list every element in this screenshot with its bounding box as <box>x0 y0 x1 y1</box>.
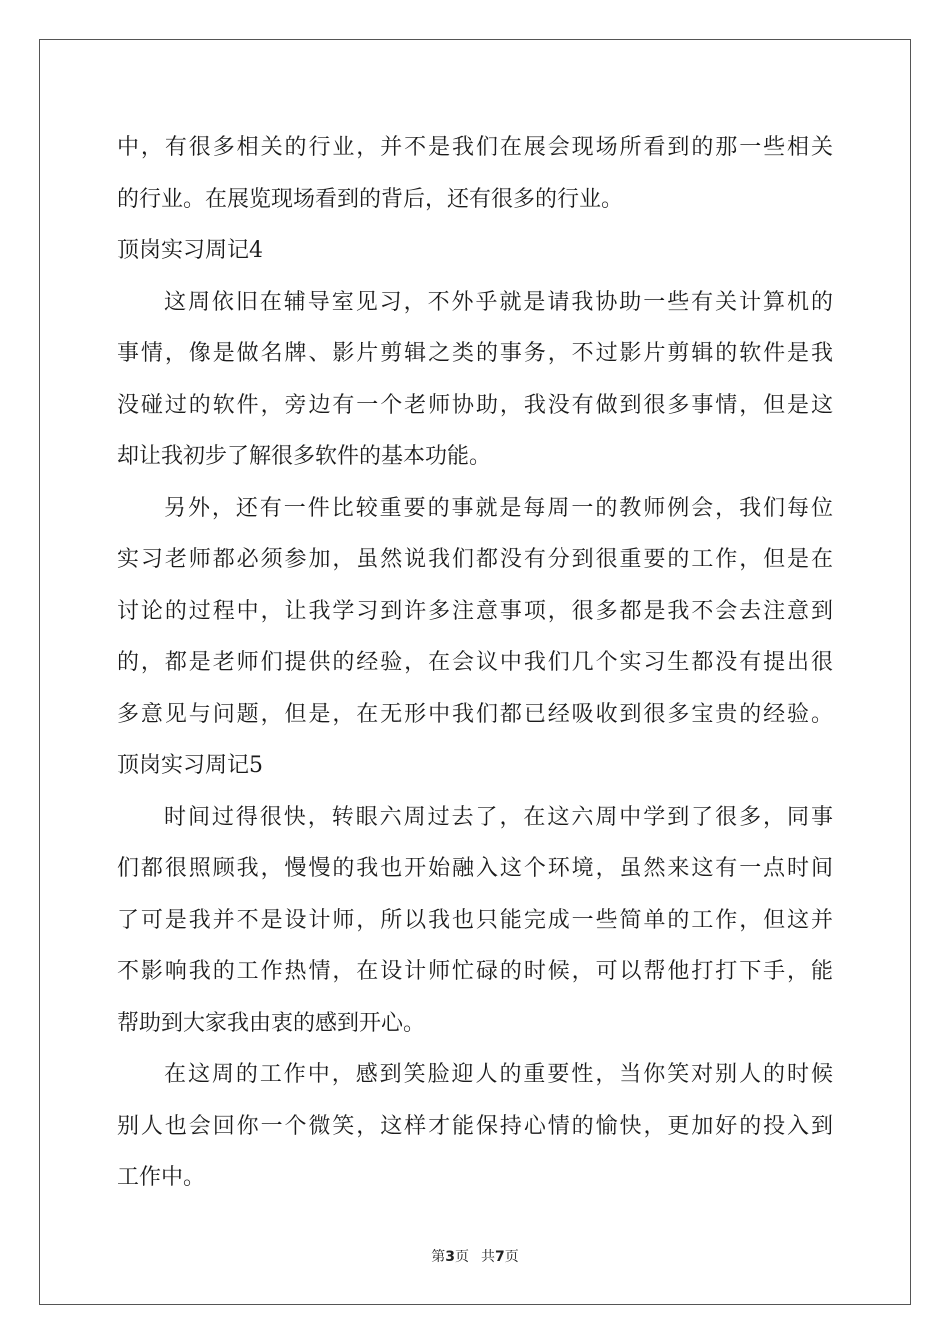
text-line: 中，有很多相关的行业，并不是我们在展会现场所看到的那一些相关 <box>117 135 833 160</box>
text-line: 实习老师都必须参加，虽然说我们都没有分到很重要的工作，但是在 <box>117 547 833 572</box>
text-line: 别人也会回你一个微笑，这样才能保持心情的愉快，更加好的投入到 <box>117 1113 833 1139</box>
text-line: 时间过得很快，转眼六周过去了，在这六周中学到了很多，同事 <box>164 804 833 830</box>
text-line: 多意见与问题，但是，在无形中我们都已经吸收到很多宝贵的经验。 <box>117 701 833 727</box>
total-label-suffix: 页 <box>504 1249 519 1265</box>
text-line: 的行业。在展览现场看到的背后，还有很多的行业。 <box>117 186 624 212</box>
document-body <box>117 122 833 1204</box>
page-label-suffix: 页 <box>455 1249 469 1265</box>
text-line: 们都很照顾我，慢慢的我也开始融入这个环境，虽然来这有一点时间 <box>117 856 833 881</box>
text-line: 事情，像是做名牌、影片剪辑之类的事务，不过影片剪辑的软件是我 <box>117 341 833 366</box>
page-label-prefix: 第 <box>431 1249 446 1265</box>
section-heading: 顶岗实习周记4 <box>117 238 263 263</box>
text-line: 却让我初步了解很多软件的基本功能。 <box>117 444 492 469</box>
text-line: 这周依旧在辅导室见习，不外乎就是请我协助一些有关计算机的 <box>164 289 833 315</box>
total-label-prefix: 共 <box>481 1249 495 1265</box>
total-pages: 7 <box>495 1249 505 1265</box>
text-line: 工作中。 <box>117 1165 206 1190</box>
text-line: 没碰过的软件，旁边有一个老师协助，我没有做到很多事情，但是这 <box>117 392 833 418</box>
text-line: 了可是我并不是设计师，所以我也只能完成一些简单的工作，但这并 <box>117 907 833 933</box>
text-line: 帮助到大家我由衷的感到开心。 <box>117 1010 426 1036</box>
section-heading: 顶岗实习周记5 <box>117 753 263 778</box>
page-footer <box>0 1246 950 1266</box>
text-line: 不影响我的工作热情，在设计师忙碌的时候，可以帮他打打下手，能 <box>117 959 833 984</box>
page-number: 3 <box>445 1249 455 1265</box>
text-line: 在这周的工作中，感到笑脸迎人的重要性，当你笑对别人的时候 <box>164 1062 833 1087</box>
text-line: 讨论的过程中，让我学习到许多注意事项，很多都是我不会去注意到 <box>117 598 833 624</box>
text-line: 另外，还有一件比较重要的事就是每周一的教师例会，我们每位 <box>164 495 833 521</box>
text-line: 的，都是老师们提供的经验，在会议中我们几个实习生都没有提出很 <box>117 650 833 675</box>
